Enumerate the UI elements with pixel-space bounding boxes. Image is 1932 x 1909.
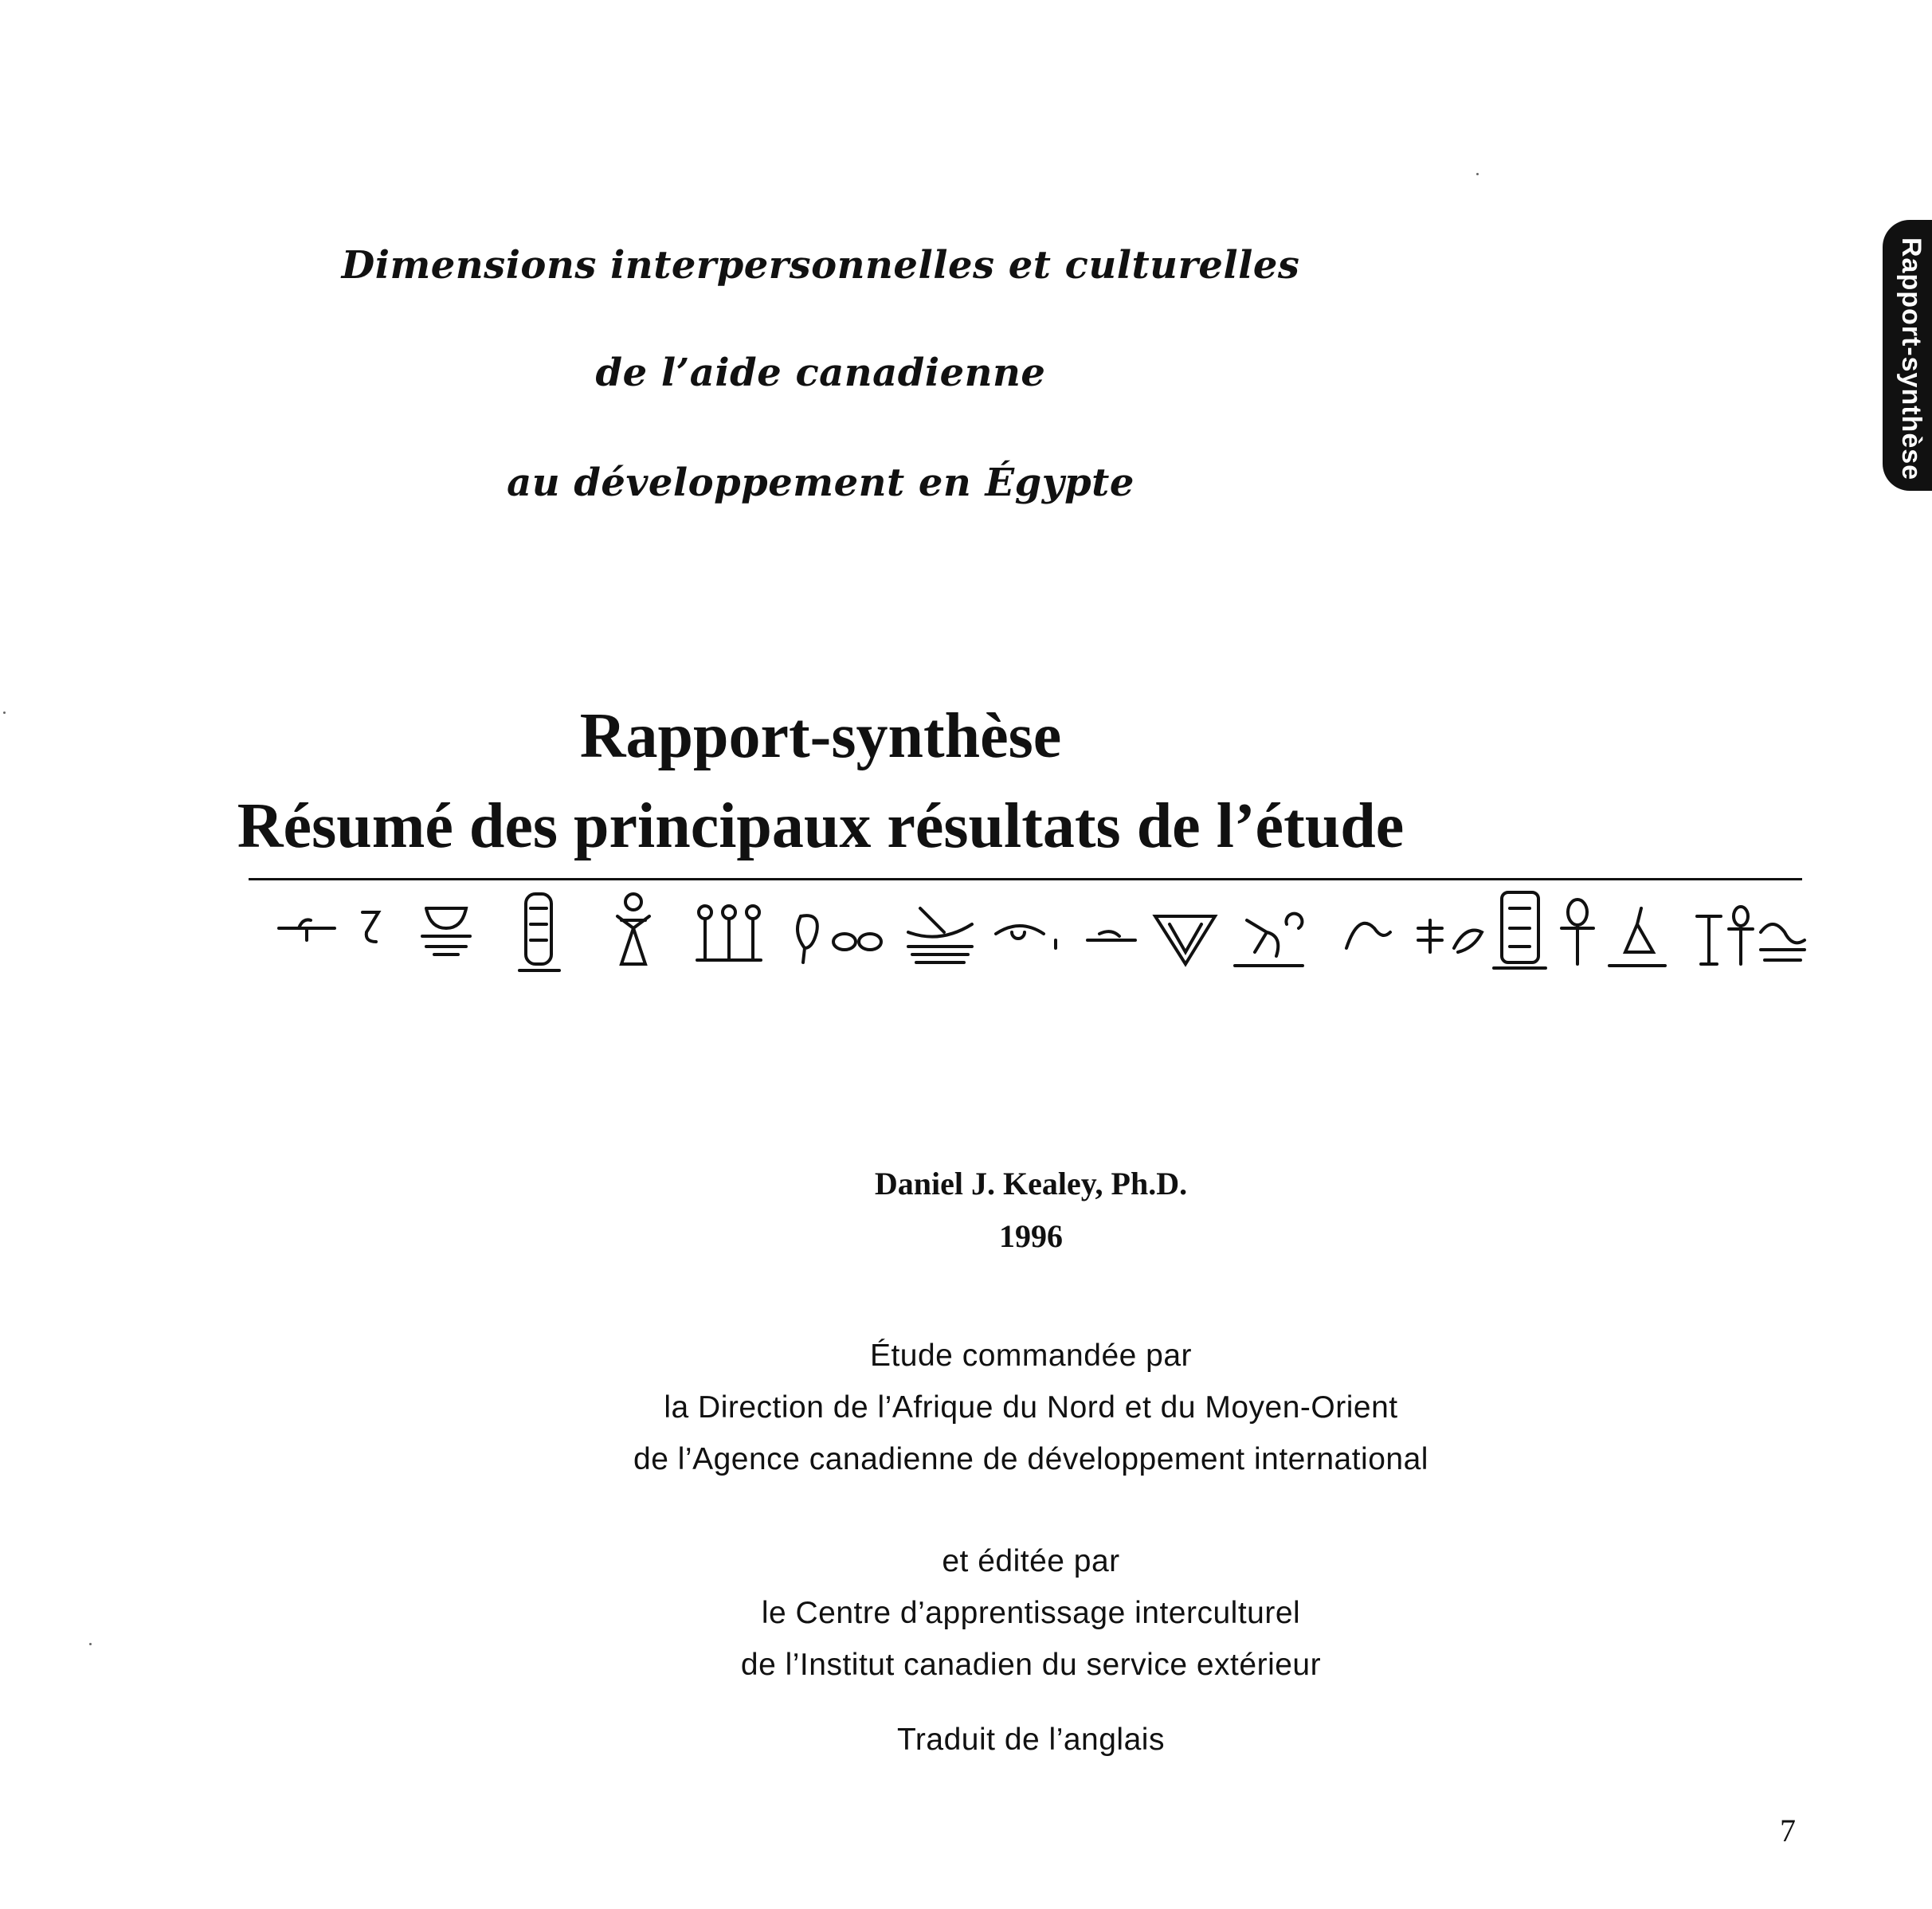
hieroglyph-border-icon — [271, 884, 1809, 972]
author-name: Daniel J. Kealey, Ph.D. — [874, 1166, 1188, 1201]
section-tab-label: Rapport-synthèse — [1896, 237, 1926, 481]
report-title: Rapport-synthèse — [579, 701, 1062, 771]
commission-line-3: de l’Agence canadienne de développement international — [633, 1442, 1428, 1476]
scan-speck — [1476, 173, 1479, 175]
commission-line-2: la Direction de l’Afrique du Nord et du Moyen-Orient — [664, 1390, 1398, 1425]
report-subtitle: Résumé des principaux résultats de l’étude — [237, 791, 1405, 861]
commission-line-1: Étude commandée par — [869, 1339, 1193, 1373]
title-rule — [249, 878, 1802, 880]
publication-year: 1996 — [999, 1218, 1063, 1254]
page-number: 7 — [1780, 1813, 1796, 1848]
translation-note: Traduit de l’anglais — [897, 1723, 1165, 1757]
publisher-line-2: le Centre d’apprentissage interculturel — [761, 1596, 1301, 1630]
scan-speck — [89, 1643, 92, 1645]
subtitle-line-3: au développement en Égypte — [507, 461, 1135, 505]
subtitle-line-1: Dimensions interpersonnelles et culturelles — [341, 243, 1300, 288]
publisher-line-1: et éditée par — [942, 1544, 1120, 1578]
subtitle-line-2: de l’aide canadienne — [595, 351, 1046, 395]
publisher-line-3: de l’Institut canadien du service extérieur — [740, 1648, 1322, 1682]
section-tab — [1883, 220, 1932, 491]
